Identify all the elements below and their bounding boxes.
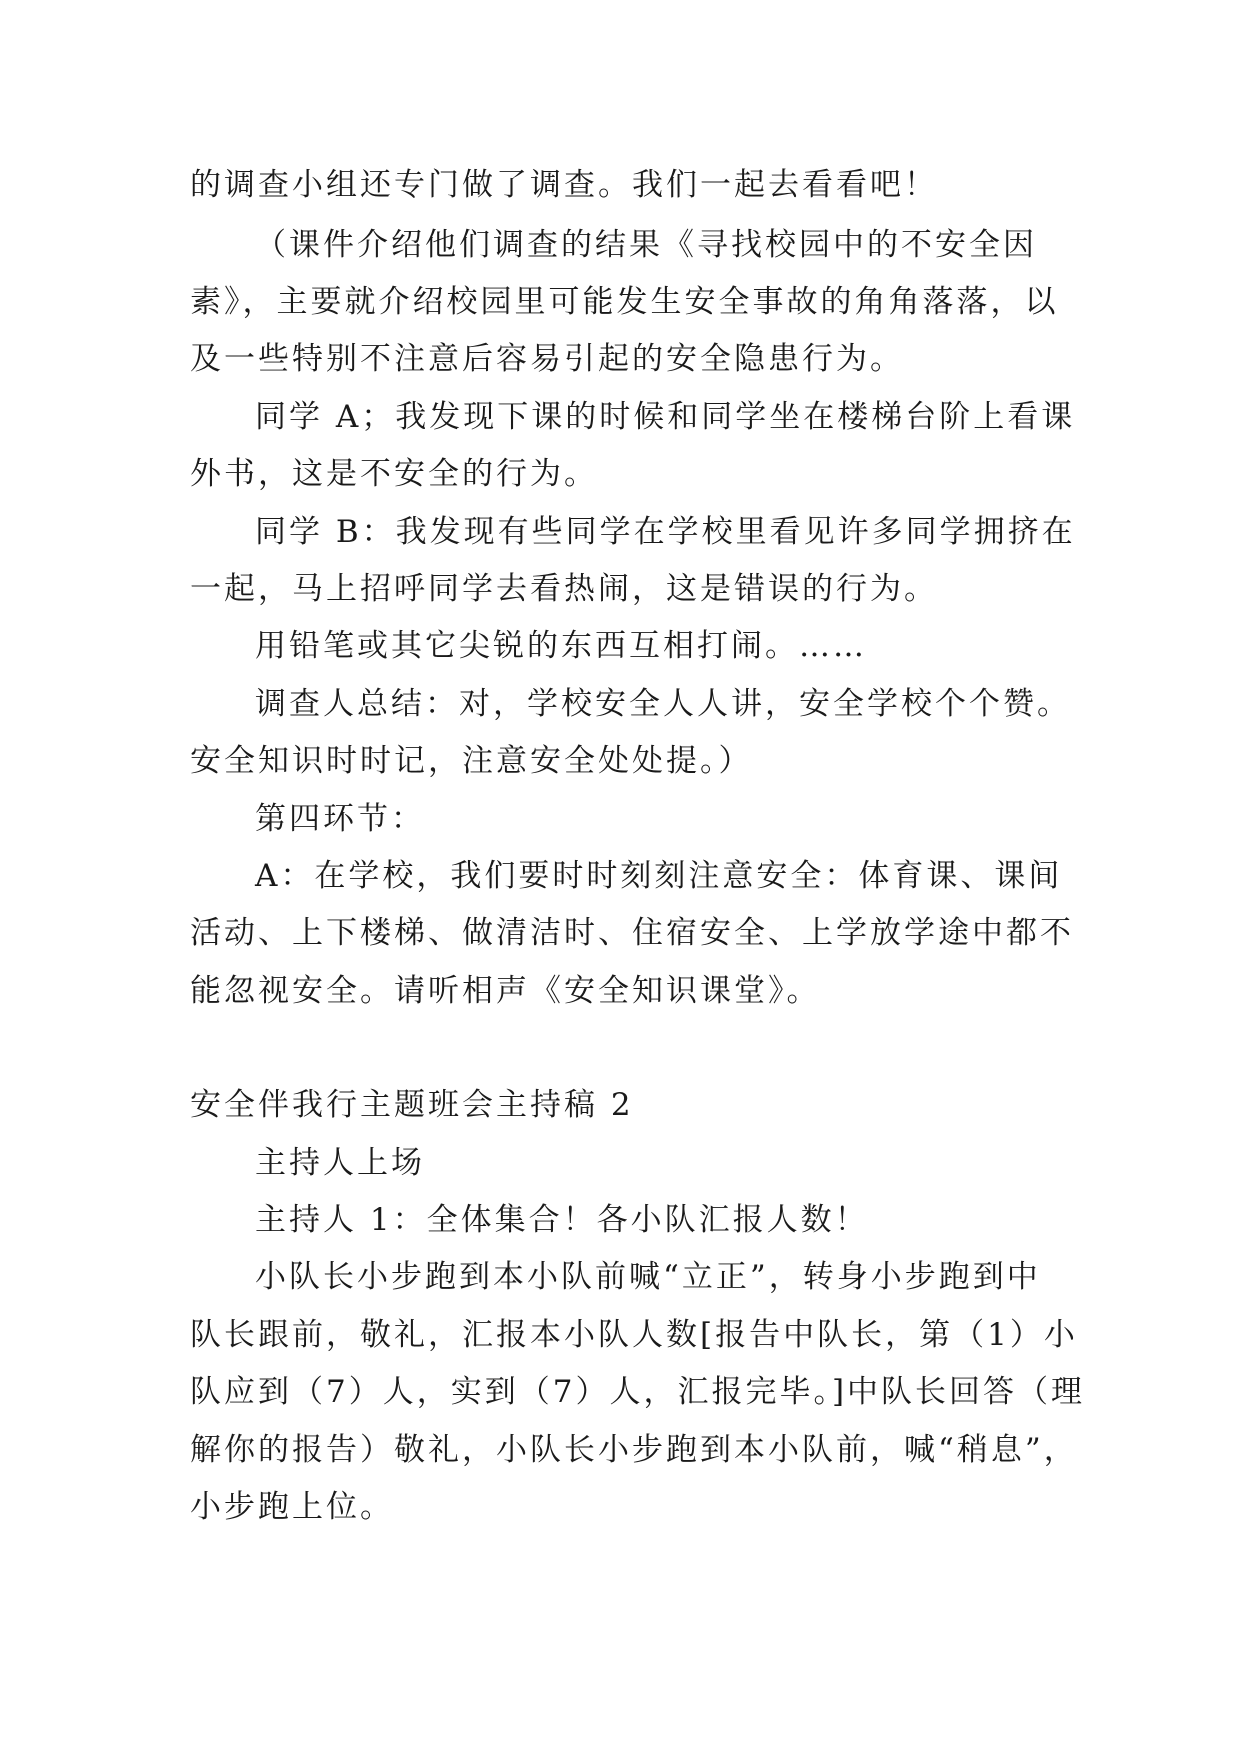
paragraph-line: 活动、上下楼梯、做清洁时、住宿安全、上学放学途中都不 bbox=[190, 915, 1074, 951]
paragraph-line: （课件介绍他们调查的结果《寻找校园中的不安全因 bbox=[255, 227, 1037, 263]
paragraph-line: 能忽视安全。请听相声《安全知识课堂》。 bbox=[190, 973, 821, 1009]
paragraph-line: A：在学校，我们要时时刻刻注意安全：体育课、课间 bbox=[255, 858, 1063, 894]
paragraph-line: 小队长小步跑到本小队前喊“立正”，转身小步跑到中 bbox=[255, 1259, 1041, 1295]
paragraph-line: 队应到（7）人，实到（7）人，汇报完毕。]中队长回答（理 bbox=[190, 1374, 1086, 1410]
section-label: 第四环节： bbox=[255, 801, 425, 837]
paragraph-line: 安全知识时时记，注意安全处处提。） bbox=[190, 743, 753, 779]
paragraph-line: 外书，这是不安全的行为。 bbox=[190, 456, 598, 492]
paragraph-line: 调查人总结：对，学校安全人人讲，安全学校个个赞。 bbox=[255, 686, 1071, 722]
section-title: 安全伴我行主题班会主持稿 2 bbox=[190, 1087, 634, 1123]
paragraph-line: 队长跟前，敬礼，汇报本小队人数[报告中队长，第（1）小 bbox=[190, 1317, 1078, 1353]
paragraph-line: 及一些特别不注意后容易引起的安全隐患行为。 bbox=[190, 341, 904, 377]
paragraph-line: 主持人上场 bbox=[255, 1145, 425, 1181]
paragraph-line: 同学 B：我发现有些同学在学校里看见许多同学拥挤在 bbox=[255, 514, 1076, 550]
paragraph-line: 素》，主要就介绍校园里可能发生安全事故的角角落落，以 bbox=[190, 284, 1059, 320]
paragraph-line: 一起，马上招呼同学去看热闹，这是错误的行为。 bbox=[190, 571, 938, 607]
paragraph-line: 的调查小组还专门做了调查。我们一起去看看吧！ bbox=[190, 167, 938, 203]
paragraph-line: 小步跑上位。 bbox=[190, 1489, 394, 1525]
paragraph-line: 解你的报告）敬礼，小队长小步跑到本小队前，喊“稍息”， bbox=[190, 1432, 1078, 1468]
paragraph-line: 同学 A；我发现下课的时候和同学坐在楼梯台阶上看课 bbox=[255, 399, 1076, 435]
paragraph-line: 主持人 1：全体集合！各小队汇报人数！ bbox=[255, 1202, 869, 1238]
paragraph-line: 用铅笔或其它尖锐的东西互相打闹。…… bbox=[255, 628, 867, 664]
